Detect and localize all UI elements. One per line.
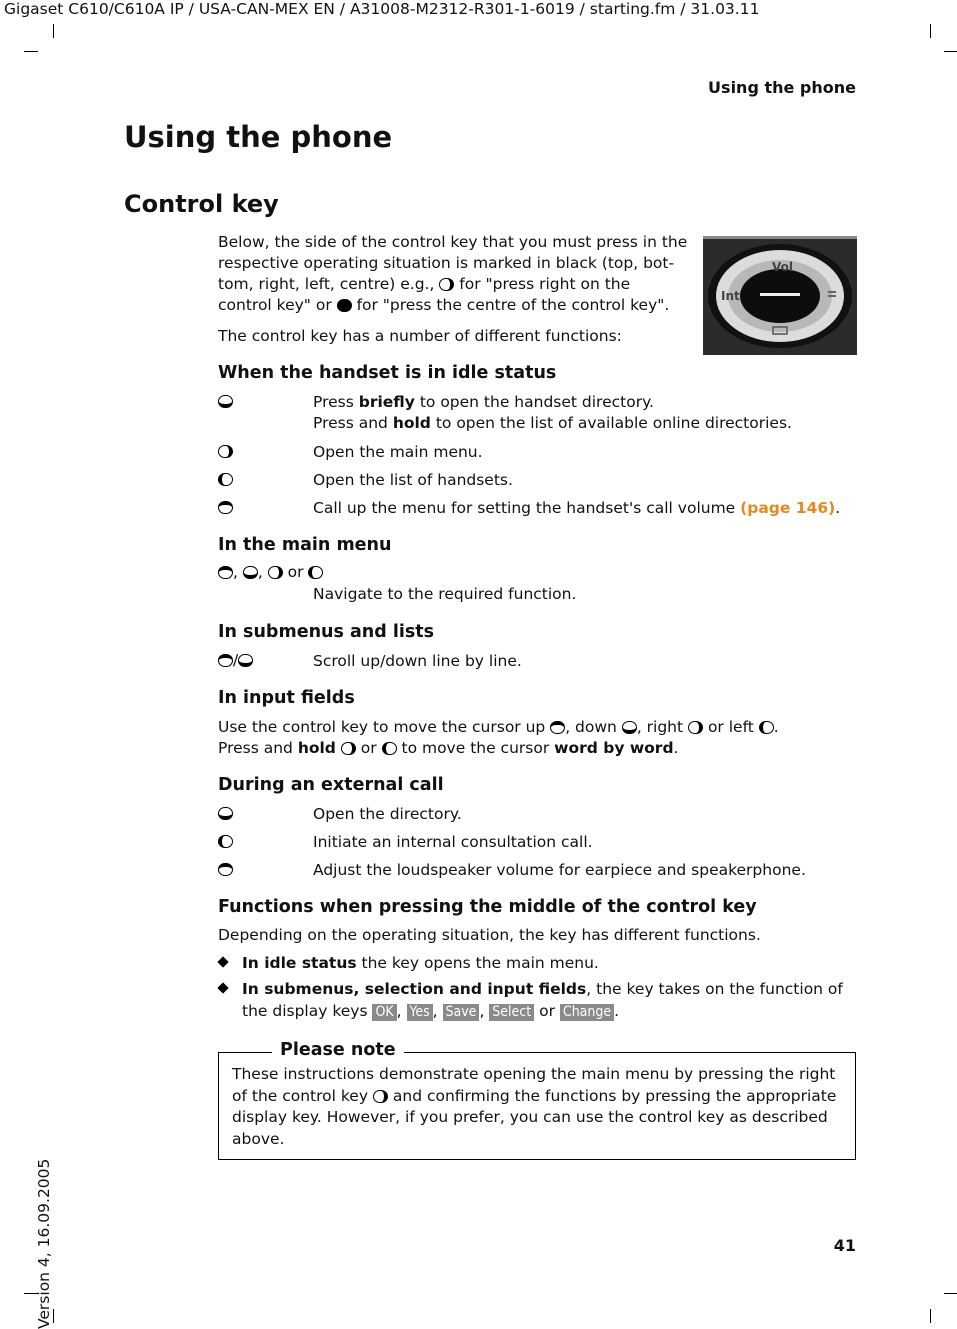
control-key-left-icon	[218, 835, 233, 848]
external-row-down: Open the directory.	[218, 804, 858, 826]
external-call-heading: During an external call	[218, 775, 444, 795]
running-head: Using the phone	[708, 78, 856, 97]
submenus-heading: In submenus and lists	[218, 622, 435, 642]
input-fields-heading: In input fields	[218, 688, 355, 708]
document-header: Gigaset C610/C610A IP / USA-CAN-MEX EN / A31008-M2312-R301-1-6019 / starting.fm / 31.03.11	[4, 0, 760, 18]
crop-mark	[944, 1293, 957, 1294]
display-key-yes: Yes	[407, 1004, 433, 1021]
control-key-right-icon	[268, 566, 283, 579]
control-key-right-icon	[218, 445, 233, 458]
main-menu-keys: , , or	[218, 563, 323, 581]
middle-key-heading: Functions when pressing the middle of the control key	[218, 897, 757, 917]
control-key-centre-icon	[337, 299, 352, 312]
external-row-left: Initiate an internal consultation call.	[218, 832, 858, 854]
display-key-save: Save	[443, 1004, 480, 1021]
bullet-diamond-icon	[217, 956, 228, 967]
intro-functions: The control key has a number of different functions:	[218, 327, 622, 345]
note-text: These instructions demonstrate opening the main menu by pressing the right of the control key and confirming the functions by pressing the appropriate display key. However, if you prefer, you can use the control key as described above.	[232, 1065, 837, 1148]
control-key-left-icon	[218, 473, 233, 486]
crop-mark	[930, 24, 931, 38]
control-key-left-icon	[382, 742, 397, 755]
idle-row-left: Open the list of handsets.	[218, 470, 858, 492]
idle-row-up: Call up the menu for setting the handset's call volume (page 146).	[218, 498, 858, 520]
main-menu-heading: In the main menu	[218, 535, 392, 555]
crop-mark	[53, 1309, 54, 1323]
control-key-down-icon	[622, 721, 637, 734]
control-key-right-icon	[688, 721, 703, 734]
control-key-up-icon	[218, 566, 233, 579]
control-key-down-icon	[238, 654, 253, 667]
bullet-submenus: In submenus, selection and input fields, the key takes on the function of the display keys OK , Yes , Save , Select or Change .	[218, 978, 858, 1024]
page-title: Using the phone	[124, 120, 393, 154]
control-key-up-icon	[218, 501, 233, 514]
note-title: Please note	[272, 1040, 404, 1060]
control-key-down-icon	[218, 395, 233, 408]
crop-mark	[930, 1309, 931, 1323]
idle-row-right: Open the main menu.	[218, 442, 858, 464]
control-key-right-icon	[439, 278, 454, 291]
control-key-up-icon	[550, 721, 565, 734]
input-fields-text: Use the control key to move the cursor up , down , right or left . Press and hold or to move the cursor word by word.	[218, 718, 779, 757]
page-number: 41	[833, 1236, 856, 1255]
submenus-row: / Scroll up/down line by line.	[218, 651, 858, 673]
vol-label: Vol	[772, 260, 793, 274]
int-label: Int	[721, 289, 740, 303]
display-key-change: Change	[560, 1004, 614, 1021]
idle-heading: When the handset is in idle status	[218, 363, 557, 383]
version-label: Version 4, 16.09.2005	[35, 1158, 53, 1329]
section-title: Control key	[124, 190, 279, 218]
crop-mark	[53, 24, 54, 38]
intro-paragraph: Below, the side of the control key that you must press in the respective operating situation is marked in black (top, bot-tom, right, left, centre) e.g., for "press right on the control key" or for "press the centre of the control key".	[218, 233, 688, 314]
control-key-up-icon	[218, 654, 233, 667]
control-key-down-icon	[243, 566, 258, 579]
control-key-up-icon	[218, 863, 233, 876]
control-key-right-icon	[341, 742, 356, 755]
idle-row-down: Press briefly to open the handset directory. Press and hold to open the list of available online directories.	[218, 392, 858, 436]
crop-mark	[944, 51, 957, 52]
control-key-left-icon	[759, 721, 774, 734]
middle-key-text: Depending on the operating situation, the key has different functions.	[218, 926, 761, 944]
external-row-up: Adjust the loudspeaker volume for earpiece and speakerphone.	[218, 860, 858, 882]
display-key-select: Select	[489, 1004, 534, 1021]
control-key-right-icon	[373, 1090, 388, 1103]
main-menu-text: Navigate to the required function.	[313, 585, 577, 603]
control-key-left-icon	[308, 566, 323, 579]
control-key-image	[703, 236, 857, 355]
control-key-down-icon	[218, 807, 233, 820]
page-link[interactable]: (page 146)	[740, 499, 836, 517]
display-key-ok: OK	[372, 1004, 396, 1021]
bullet-idle: In idle status the key opens the main menu.	[218, 952, 858, 974]
crop-mark	[24, 51, 38, 52]
bullet-diamond-icon	[217, 982, 228, 993]
